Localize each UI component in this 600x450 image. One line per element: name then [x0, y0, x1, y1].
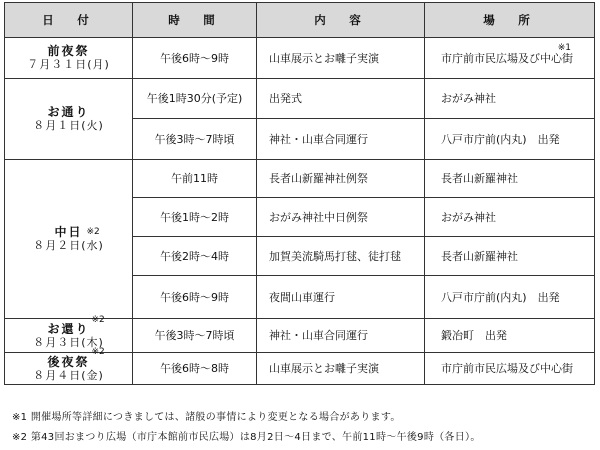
event-name: 後夜祭 [47, 354, 90, 369]
footnote-2: ※2 第43回おまつり広場（市庁本館前市民広場）は8月2日～4日まで、午前11時～午後9時（各日）。 [12, 432, 481, 443]
time-cell: 午後1時30分(予定) [133, 79, 257, 119]
event-cell [5, 314, 133, 353]
header-row [5, 3, 595, 38]
place-cell: 八戸市庁前(内丸) 出発 [425, 119, 595, 160]
table-row [5, 353, 595, 385]
time-cell: 午後6時～9時 [133, 276, 257, 319]
event-date: ８月２日(水) [33, 239, 104, 252]
table-row [5, 79, 595, 119]
place-cell: 市庁前市民広場及び中心街 [425, 353, 595, 385]
time-cell: 午後3時～7時頃 [133, 319, 257, 353]
schedule-table [4, 2, 595, 385]
content-cell: おがみ神社中日例祭 [257, 198, 425, 237]
place-cell: 八戸市庁前(内丸) 出発 [425, 276, 595, 319]
time-cell: 午後6時～8時 [133, 353, 257, 385]
event-cell [5, 346, 133, 385]
time-cell: 午後1時～2時 [133, 198, 257, 237]
event-date: ８月１日(火) [33, 119, 104, 132]
place-cell: おがみ神社 [425, 198, 595, 237]
footnote-mark: ※1 [557, 42, 571, 53]
event-cell [5, 79, 133, 160]
time-cell: 午後6時～9時 [133, 38, 257, 79]
event-cell [5, 38, 133, 79]
event-name: 中日 [54, 225, 83, 239]
content-cell: 神社・山車合同運行 [257, 319, 425, 353]
place-cell [425, 38, 595, 79]
header-time: 時 間 [133, 3, 257, 38]
content-cell: 出発式 [257, 79, 425, 119]
time-cell: 午後3時～7時頃 [133, 119, 257, 160]
content-cell: 長者山新羅神社例祭 [257, 160, 425, 198]
header-content: 内 容 [257, 3, 425, 38]
footnote-mark: ※2 [86, 227, 100, 237]
footnote-mark: ※2 [91, 346, 105, 357]
place-cell: おがみ神社 [425, 79, 595, 119]
event-date: ７月３１日(月) [27, 58, 110, 71]
header-date: 日 付 [5, 3, 133, 38]
table-row [5, 38, 595, 79]
footnote-1: ※1 開催場所等詳細につきましては、諸般の事情により変更となる場合があります。 [12, 412, 401, 423]
place-cell: 長者山新羅神社 [425, 160, 595, 198]
content-cell: 山車展示とお囃子実演 [257, 353, 425, 385]
event-date: ８月３日(木) [33, 335, 104, 349]
event-name: お通り [47, 105, 90, 119]
event-name: 前夜祭 [47, 44, 90, 58]
footnote-mark: ※2 [91, 314, 105, 325]
table-row [5, 160, 595, 198]
place-cell: 鍛冶町 出発 [425, 319, 595, 353]
place-cell: 長者山新羅神社 [425, 237, 595, 276]
time-cell: 午前11時 [133, 160, 257, 198]
header-place: 場 所 [425, 3, 595, 38]
content-cell: 神社・山車合同運行 [257, 119, 425, 160]
event-cell [5, 160, 133, 319]
content-cell: 山車展示とお囃子実演 [257, 38, 425, 79]
place-text: 市庁前市民広場及び中心街 [441, 51, 573, 65]
content-cell: 夜間山車運行 [257, 276, 425, 319]
time-cell: 午後2時～4時 [133, 237, 257, 276]
event-date: ８月４日(金) [33, 368, 104, 382]
content-cell: 加賀美流騎馬打毬、徒打毬 [257, 237, 425, 276]
event-name: お還り [47, 321, 90, 336]
